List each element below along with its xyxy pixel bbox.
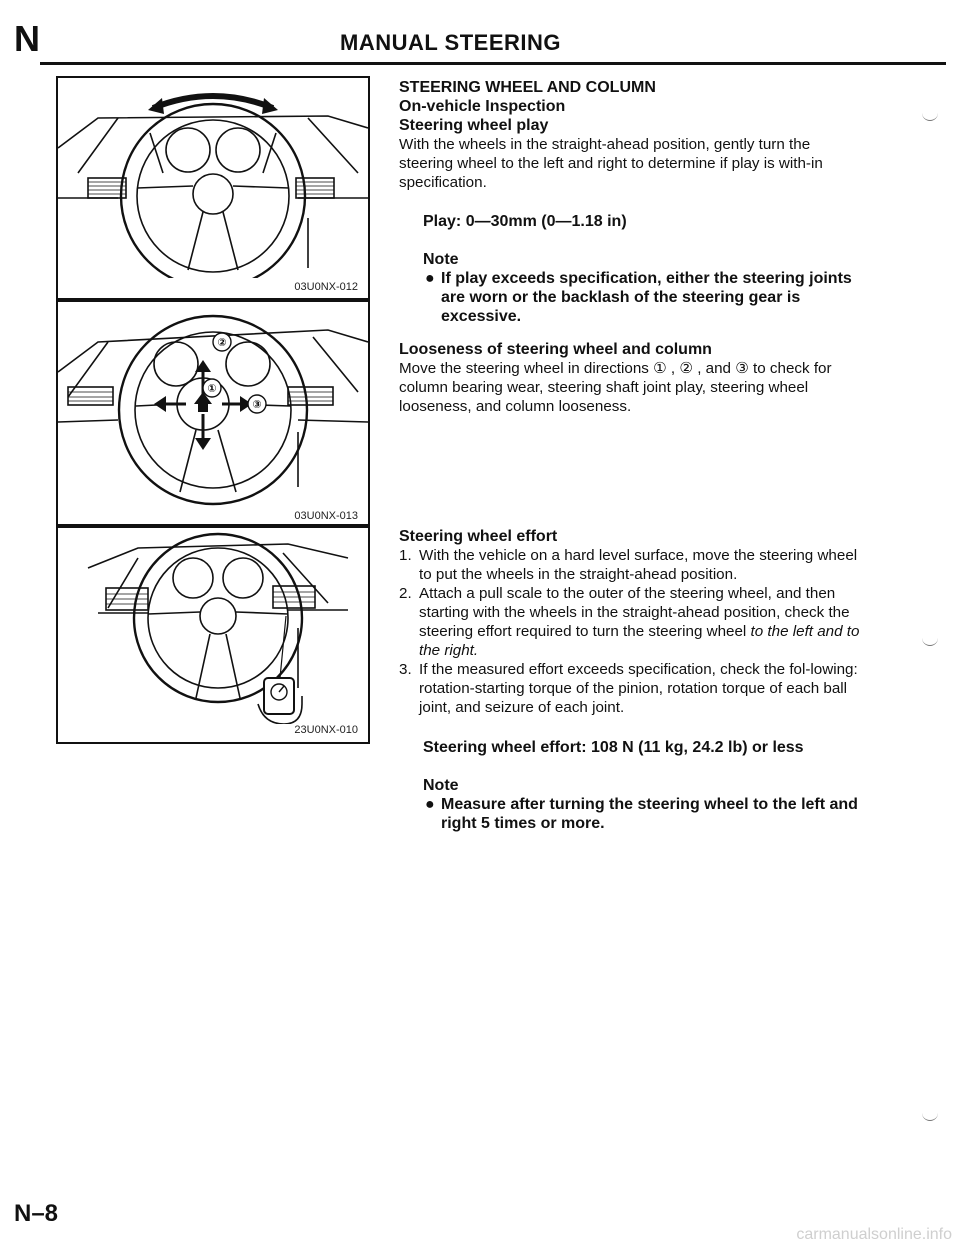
looseness-heading: Looseness of steering wheel and column [399, 341, 712, 358]
note-2 [399, 776, 865, 833]
note-title: Note [423, 777, 459, 794]
figure-looseness-directions [56, 300, 370, 526]
figure-code: 03U0NX-013 [294, 510, 358, 522]
step-number: 2. [399, 585, 412, 602]
callout-1: ① [207, 382, 217, 395]
note-item [423, 795, 865, 833]
note-1 [399, 250, 865, 326]
steering-effort-illustration [58, 528, 368, 724]
step-text-italic: to the left and to the right. [419, 623, 860, 659]
steering-wheel-play-illustration [58, 78, 368, 278]
note-title: Note [423, 251, 459, 268]
step-text: With the vehicle on a hard level surface, move the steering wheel to put the wheels in the straight-ahead position. [419, 547, 858, 583]
step-text: Attach a pull scale to the outer of the steering wheel, and then starting with the wheels in the straight-ahead position, check the steering effort required to turn the steering wheel [419, 585, 850, 640]
section-letter: N [14, 18, 41, 59]
effort-block [399, 527, 865, 717]
heading-play: Steering wheel play [399, 117, 549, 134]
step-text: If the measured effort exceeds specification, check the fol-lowing: rotation-starting torque of the pinion, rotation torque of each ball joint, and seizure of each joint. [419, 661, 858, 716]
play-spec: Play: 0—30mm (0—1.18 in) [423, 213, 627, 230]
bullet-icon: ● [425, 270, 435, 287]
effort-heading: Steering wheel effort [399, 528, 558, 545]
margin-mark [922, 635, 938, 646]
step-item [399, 660, 865, 717]
page-title: MANUAL STEERING [340, 30, 561, 55]
note-item [423, 269, 865, 326]
heading-main: STEERING WHEEL AND COLUMN [399, 79, 656, 96]
step-item [399, 584, 865, 660]
watermark: carmanualsonline.info [796, 1226, 952, 1243]
step-item [399, 546, 865, 584]
note-item-text: If play exceeds specification, either the steering joints are worn or the backlash of the steering gear is excessive. [441, 270, 852, 325]
callout-2: ② [217, 336, 227, 349]
step-number: 3. [399, 661, 412, 678]
figure-code: 23U0NX-010 [294, 724, 358, 736]
callout-3: ③ [252, 398, 262, 411]
figure-steering-wheel-play [56, 76, 370, 300]
play-paragraph: With the wheels in the straight-ahead position, gently turn the steering wheel to the left and right to determine if play is with-in specification. [399, 136, 823, 191]
figure-code: 03U0NX-012 [294, 281, 358, 293]
effort-spec: Steering wheel effort: 108 N (11 kg, 24.2 lb) or less [423, 739, 804, 756]
figure-steering-effort [56, 526, 370, 744]
margin-mark [922, 1110, 938, 1121]
looseness-block [399, 340, 865, 416]
looseness-paragraph: Move the steering wheel in directions ① , ② , and ③ to check for column bearing wear, steering shaft joint play, steering wheel looseness, and column looseness. [399, 360, 832, 415]
header-rule [40, 62, 946, 65]
heading-block [399, 78, 865, 192]
step-number: 1. [399, 547, 412, 564]
heading-sub: On-vehicle Inspection [399, 98, 566, 115]
bullet-icon: ● [425, 796, 435, 813]
page-number: N–8 [14, 1200, 59, 1227]
margin-mark [922, 110, 938, 121]
looseness-directions-illustration [58, 302, 368, 508]
note-item-text: Measure after turning the steering wheel to the left and right 5 times or more. [441, 796, 858, 832]
